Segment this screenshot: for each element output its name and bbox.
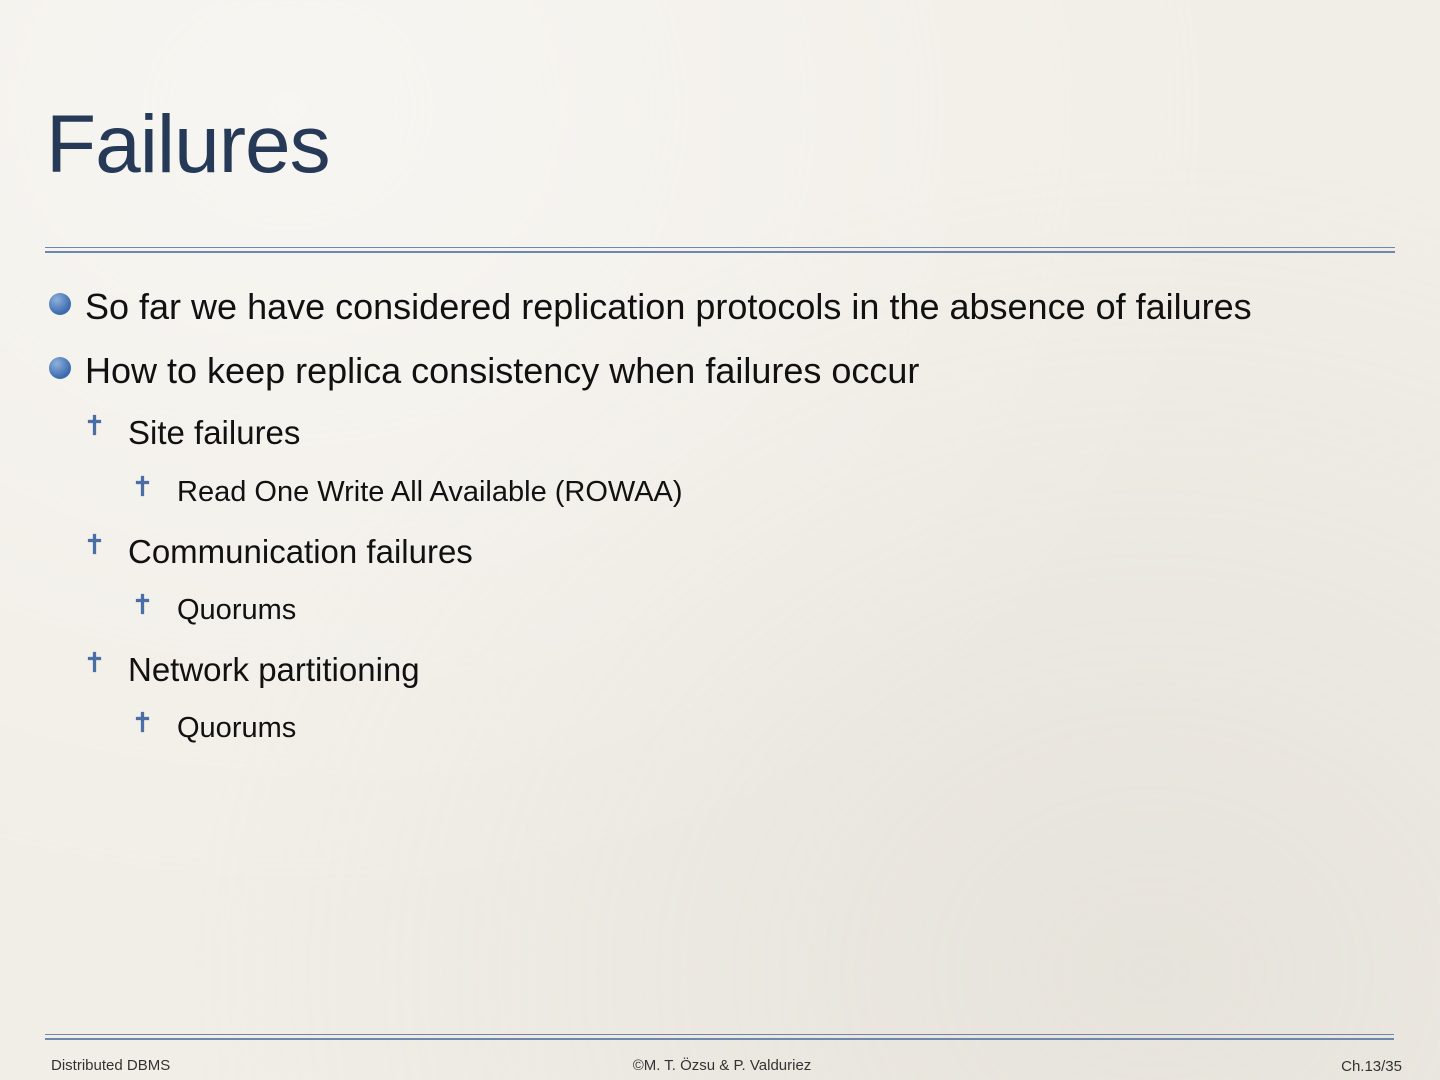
cross-bullet-icon [88, 415, 100, 437]
footer-page-number: Ch.13/35 [1341, 1058, 1402, 1075]
bullet-text: Read One Write All Available (ROWAA) [177, 476, 683, 508]
bullet-text: Site failures [128, 414, 301, 451]
bullet-text: So far we have considered replication protocols in the absence of failures [85, 286, 1252, 327]
bullet-item [85, 285, 1252, 329]
footer-course: Distributed DBMS [51, 1057, 171, 1074]
bullet-dot-icon [49, 293, 71, 315]
sub-bullet-item [128, 413, 300, 453]
footer-copyright: ©M. T. Özsu & P. Valduriez [632, 1057, 812, 1074]
sub-sub-bullet-item [177, 592, 296, 628]
footer-divider [45, 1034, 1394, 1040]
bullet-item [85, 349, 919, 393]
cross-bullet-icon [88, 534, 100, 556]
bullet-text: Network partitioning [128, 651, 420, 688]
title-divider [45, 247, 1395, 253]
bullet-text: Quorums [177, 712, 297, 744]
sub-sub-bullet-item [177, 474, 683, 510]
cross-bullet-icon [136, 594, 148, 616]
sub-bullet-item [128, 532, 473, 572]
bullet-text: How to keep replica consistency when failures occur [85, 350, 920, 391]
slide-title: Failures [46, 99, 330, 190]
sub-sub-bullet-item [177, 710, 296, 746]
bullet-dot-icon [49, 357, 71, 379]
sub-bullet-item [128, 650, 420, 690]
cross-bullet-icon [88, 652, 100, 674]
bullet-text: Communication failures [128, 533, 473, 570]
cross-bullet-icon [136, 476, 148, 498]
cross-bullet-icon [136, 712, 148, 734]
bullet-text: Quorums [177, 594, 297, 626]
